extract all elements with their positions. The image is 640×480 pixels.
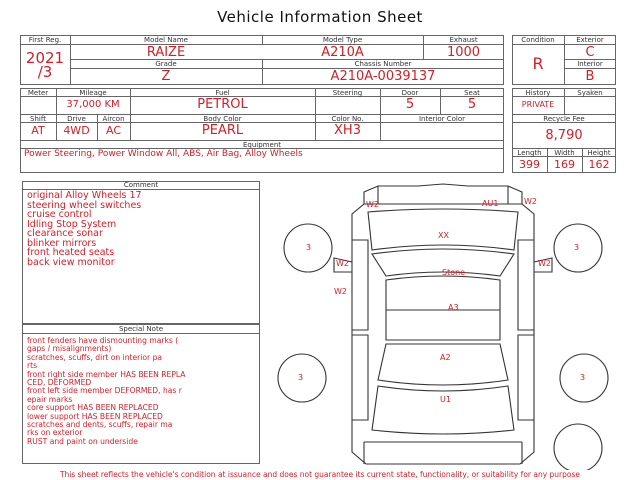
mark-center-roof: A3	[448, 303, 459, 312]
left-front-door-outline	[352, 240, 368, 330]
mark-rear-center: U1	[440, 395, 451, 404]
special-note-label: Special Note	[118, 325, 164, 333]
mileage: 37,000 KM	[66, 99, 120, 110]
model-name: RAIZE	[146, 45, 186, 60]
mark-front-left-wheel: 3	[306, 243, 312, 252]
door-label: Door	[401, 89, 419, 97]
fuel-label: Fuel	[215, 89, 230, 97]
chassis-number: A210A-0039137	[330, 69, 436, 84]
exhaust-label: Exhaust	[449, 36, 478, 44]
mark-front-center: AU1	[482, 199, 499, 208]
syaken-label: Syaken	[577, 89, 603, 97]
length-label: Length	[517, 149, 542, 157]
first-reg-month: /3	[37, 63, 53, 81]
condition-grade: R	[532, 54, 544, 73]
height-label: Height	[587, 149, 611, 157]
interior-color-label: Interior Color	[418, 115, 466, 123]
hood-outline	[368, 209, 518, 250]
car-body-outline	[352, 184, 534, 464]
grade: Z	[161, 69, 171, 84]
condition-label: Condition	[521, 36, 555, 44]
height: 162	[588, 158, 610, 171]
fuel: PETROL	[197, 97, 248, 112]
chassis-label: Chassis Number	[354, 60, 412, 68]
color-number: XH3	[334, 123, 361, 138]
mileage-label: Mileage	[79, 89, 107, 97]
recycle-fee: 8,790	[545, 128, 583, 143]
model-type: A210A	[321, 45, 364, 60]
length: 399	[519, 158, 540, 171]
car-diagram	[268, 180, 623, 470]
width-label: Width	[554, 149, 575, 157]
model-name-label: Model Name	[144, 36, 188, 44]
mark-left-front-door: W2	[336, 259, 349, 268]
history: PRIVATE	[521, 100, 555, 109]
mark-rear-right-wheel: 3	[580, 373, 586, 382]
mark-hood: XX	[438, 231, 449, 240]
mark-left-rear-door: W2	[334, 287, 347, 296]
aircon-label: Aircon	[102, 115, 125, 123]
mark-right-front-door: W2	[538, 259, 551, 268]
sheet-title: Vehicle Information Sheet	[217, 8, 423, 26]
comment-text: original Alloy Wheels 17 steering wheel switches cruise control Idling Stop System clearance sonar blinker mirrors front heated seats back view monitor	[27, 190, 142, 268]
interior-grade: B	[585, 69, 595, 84]
shift: AT	[31, 124, 45, 137]
first-reg-year: 2021	[25, 49, 65, 67]
spare-wheel	[554, 424, 602, 470]
body-color: PEARL	[201, 123, 244, 138]
drive-label: Drive	[67, 115, 86, 123]
right-rear-door-outline	[518, 335, 534, 420]
drive: 4WD	[63, 124, 90, 137]
width: 169	[554, 158, 575, 171]
door-count: 5	[405, 97, 415, 112]
aircon: AC	[105, 124, 121, 137]
mark-roof: Stone	[442, 268, 466, 277]
mark-front-right-bumper: W2	[524, 197, 537, 206]
shift-label: Shift	[30, 115, 46, 123]
left-rear-door-outline	[352, 335, 368, 420]
mark-rear-roof: A2	[440, 353, 451, 362]
model-type-label: Model Type	[322, 36, 363, 44]
seat-count: 5	[467, 97, 477, 112]
roof-outline	[386, 276, 500, 340]
exterior-label: Exterior	[576, 36, 604, 44]
color-no-label: Color No.	[331, 115, 364, 123]
seat-label: Seat	[464, 89, 480, 97]
comment-label: Comment	[123, 181, 159, 189]
special-note-text: front fenders have dismounting marks ( gaps / misalignments) scratches, scuffs, dirt on interior pa rts front right side member HAS BEEN REPLA CED, DEFORMED front left side member DEFORMED, has r epair marks core support HAS BEEN REPLACED lower support HAS BEEN REPLACED scratches and dents, scuffs, repair ma rks on exterior RUST and paint on underside	[27, 336, 186, 446]
first-reg-label: First Reg.	[28, 36, 62, 44]
steering-label: Steering	[332, 89, 363, 97]
mark-front-right-wheel: 3	[574, 243, 580, 252]
recycle-fee-label: Recycle Fee	[543, 115, 585, 123]
history-label: History	[525, 89, 551, 97]
exhaust: 1000	[446, 45, 481, 60]
interior-label: Interior	[577, 60, 603, 68]
mark-front-left-bumper: W2	[366, 200, 379, 209]
grade-label: Grade	[155, 60, 177, 68]
equipment-label: Equipment	[243, 141, 281, 149]
meter-label: Meter	[27, 89, 49, 97]
trunk-outline	[372, 386, 514, 434]
mark-rear-left-wheel: 3	[298, 373, 304, 382]
exterior-grade: C	[585, 45, 595, 60]
body-color-label: Body Color	[203, 115, 242, 123]
equipment-text: Power Steering, Power Window All, ABS, Air Bag, Alloy Wheels	[24, 149, 303, 159]
disclaimer-footer: This sheet reflects the vehicle's condition at issuance and does not guarantee its current state, functionality, or suitability for any purpose	[59, 470, 581, 479]
rear-roof-outline	[378, 344, 508, 385]
right-front-door-outline	[518, 240, 534, 330]
